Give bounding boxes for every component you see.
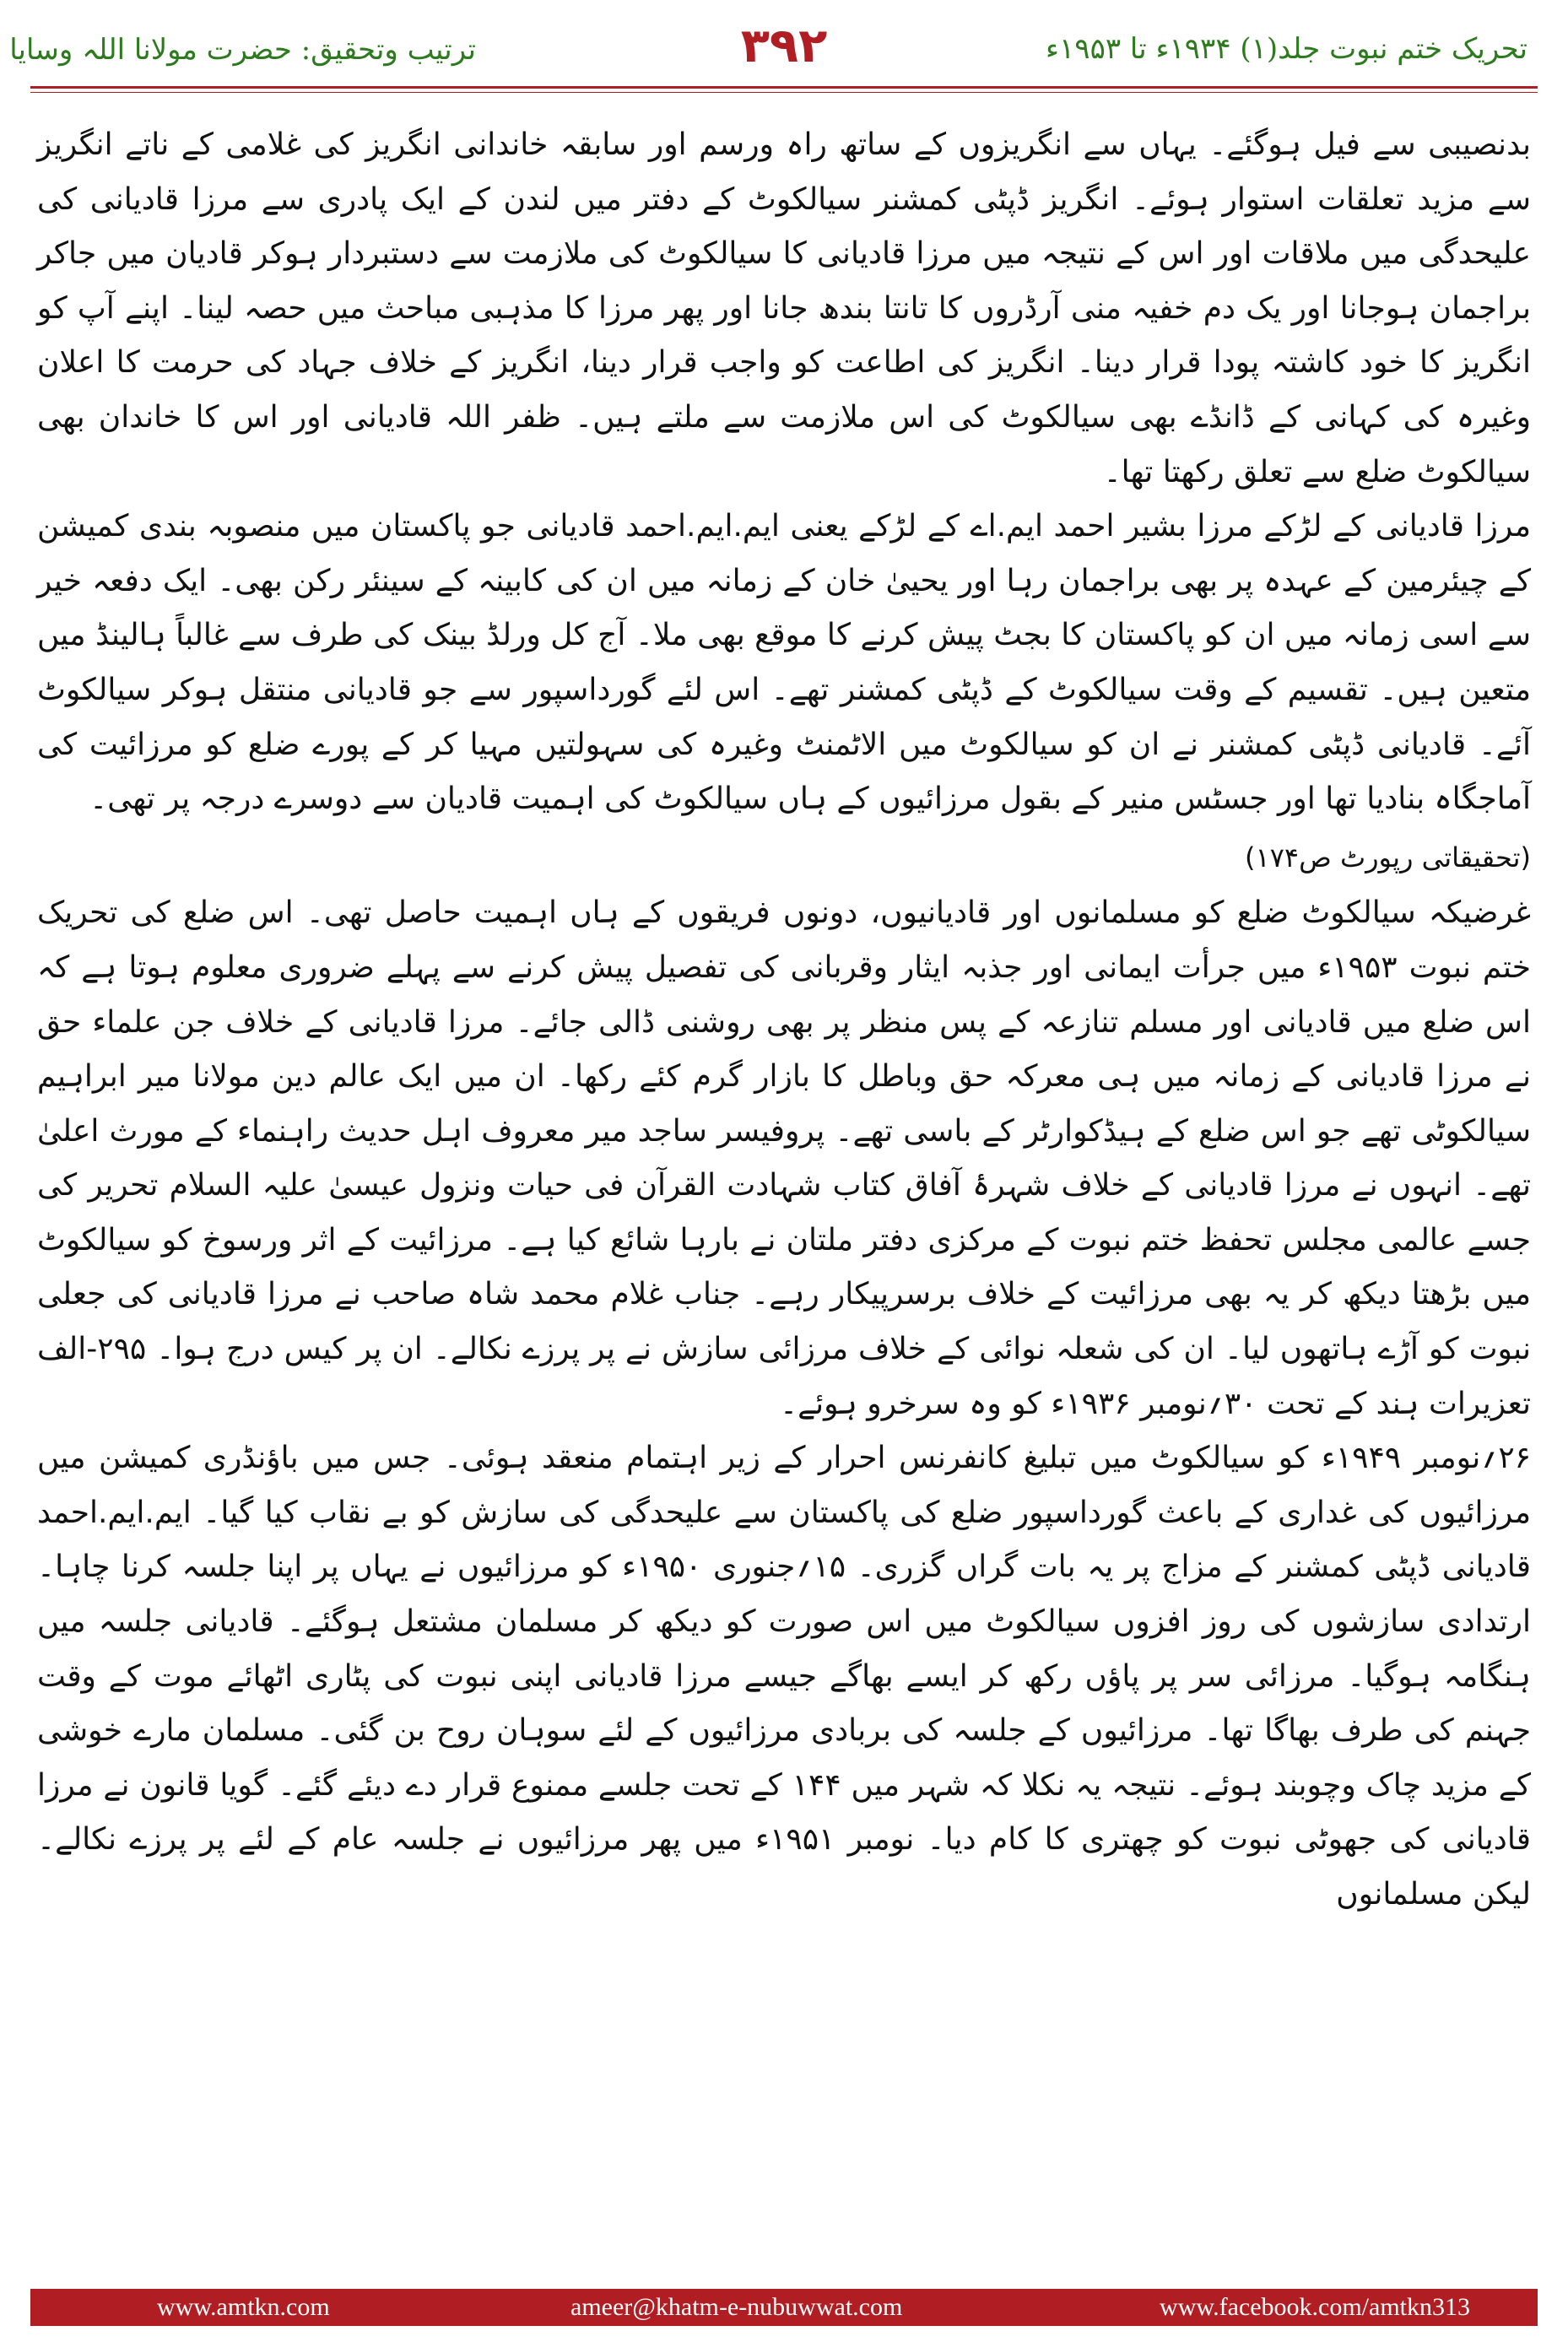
page-footer [30,2289,1538,2326]
email-link[interactable]: ameer@khatm-e-nubuwwat.com [570,2293,903,2321]
header-rule-thin [30,92,1538,93]
paragraph-2: مرزا قادیانی کے لڑکے مرزا بشیر احمد ایم.اے کے لڑکے یعنی ایم.ایم.احمد قادیانی جو پاکستان میں منصوبہ بندی کمیشن کے چیئرمین کے عہدہ پر بھی براجمان رہا اور یحییٰ خان کے زمانہ میں ان کی کابینہ کے سینئر رکن بھی۔ ایک دفعہ خیر سے اسی زمانہ میں ان کو پاکستان کا بجٹ پیش کرنے کا موقع بھی ملا۔ آج کل ورلڈ بینک کی طرف سے غالباً ہالینڈ میں متعین ہیں۔ تقسیم کے وقت سیالکوٹ کے ڈپٹی کمشنر تھے۔ اس لئے گورداسپور سے جو قادیانی منتقل ہوکر سیالکوٹ آئے۔ قادیانی ڈپٹی کمشنر نے ان کو سیالکوٹ میں الاٹمنٹ وغیرہ کی سہولتیں مہیا کر کے پورے ضلع کو مرزائیت کی آماجگاہ بنادیا تھا اور جسٹس منیر کے بقول مرزائیوں کے ہاں سیالکوٹ کی اہمیت قادیان سے دوسرے درجہ پر تھی۔ [37,509,1532,817]
facebook-link[interactable]: www.facebook.com/amtkn313 [1160,2293,1470,2321]
page-body [37,118,1531,1923]
paragraph-3: غرضیکہ سیالکوٹ ضلع کو مسلمانوں اور قادیانیوں، دونوں فریقوں کے ہاں اہمیت حاصل تھی۔ اس ضلع کی تحریک ختم نبوت ۱۹۵۳ء میں جرأت ایمانی اور جذبہ ایثار وقربانی کی تفصیل پیش کرنے سے پہلے ضروری معلوم ہوتا ہے کہ اس ضلع میں قادیانی اور مسلم تنازعہ کے پس منظر پر بھی روشنی ڈالی جائے۔ مرزا قادیانی کے خلاف جن علماء حق نے مرزا قادیانی کے زمانہ میں ہی معرکہ حق وباطل کا بازار گرم کئے رکھا۔ ان میں ایک عالم دین مولانا میر ابراہیم سیالکوٹی تھے جو اس ضلع کے ہیڈکوارٹر کے باسی تھے۔ پروفیسر ساجد میر معروف اہل حدیث راہنماء کے مورث اعلیٰ تھے۔ انہوں نے مرزا قادیانی کے خلاف شہرۂ آفاق کتاب شہادت القرآن فی حیات ونزول عیسیٰ علیہ السلام تحریر کی جسے عالمی مجلس تحفظ ختم نبوت کے مرکزی دفتر ملتان نے بارہا شائع کیا ہے۔ مرزائیت کے اثر ورسوخ کو سیالکوٹ میں بڑھتا دیکھ کر یہ بھی مرزائیت کے خلاف برسرپیکار رہے۔ جناب غلام محمد شاہ صاحب نے مرزا قادیانی کی جعلی نبوت کو آڑے ہاتھوں لیا۔ ان کی شعلہ نوائی کے خلاف مرزائی سازش نے پر پرزے نکالے۔ ان پر کیس درج ہوا۔ ۲۹۵-الف تعزیرات ہند کے تحت ۳۰؍نومبر ۱۹۳۶ء کو وہ سرخرو ہوئے۔ [37,895,1531,1421]
page-number: ۳۹۲ [740,19,828,73]
header-rule [30,86,1538,89]
book-title: تحریک ختم نبوت جلد(۱) ۱۹۳۴ء تا ۱۹۵۳ء [1046,32,1527,66]
compiler-credit: ترتیب وتحقیق: حضرت مولانا اللہ وسایا [9,33,476,67]
paragraph-4: ۲۶؍نومبر ۱۹۴۹ء کو سیالکوٹ میں تبلیغ کانفرنس احرار کے زیر اہتمام منعقد ہوئی۔ جس میں باؤنڈری کمیشن میں مرزائیوں کی غداری کے باعث گورداسپور ضلع کی پاکستان سے علیحدگی کی سازش کو بے نقاب کیا گیا۔ ایم.ایم.احمد قادیانی ڈپٹی کمشنر کے مزاج پر یہ بات گراں گزری۔ ۱۵؍جنوری ۱۹۵۰ء کو مرزائیوں نے یہاں پر اپنا جلسہ کرنا چاہا۔ ارتدادی سازشوں کی روز افزوں سیالکوٹ میں اس صورت کو دیکھ کر مسلمان مشتعل ہوگئے۔ قادیانی جلسہ میں ہنگامہ ہوگیا۔ مرزائی سر پر پاؤں رکھ کر ایسے بھاگے جیسے مرزا قادیانی اپنی نبوت کی پٹاری اٹھائے موت کے وقت جہنم کی طرف بھاگا تھا۔ مرزائیوں کے جلسہ کی بربادی مرزائیوں کے لئے سوہان روح بن گئی۔ مسلمان مارے خوشی کے مزید چاک وچوبند ہوئے۔ نتیجہ یہ نکلا کہ شہر میں ۱۴۴ کے تحت جلسے ممنوع قرار دے دیئے گئے۔ گویا قانون نے مرزا قادیانی کی جھوٹی نبوت کو چھتری کا کام دیا۔ نومبر ۱۹۵۱ء میں پھر مرزائیوں نے جلسہ عام کے لئے پر پرزے نکالے۔ لیکن مسلمانوں [37,1441,1532,1912]
website-link[interactable]: www.amtkn.com [157,2293,330,2321]
paragraph-1: بدنصیبی سے فیل ہوگئے۔ یہاں سے انگریزوں کے ساتھ راہ ورسم اور سابقہ خاندانی انگریز کی غلامی کے ناتے انگریز سے مزید تعلقات استوار ہوئے۔ انگریز ڈپٹی کمشنر سیالکوٹ کے دفتر میں لندن کے ایک پادری سے مرزا قادیانی کی علیحدگی میں ملاقات اور اس کے نتیجہ میں مرزا قادیانی کا سیالکوٹ کی ملازمت سے دستبردار ہوکر قادیان میں جاکر براجمان ہوجانا اور یک دم خفیہ منی آرڈروں کا تانتا بندھ جانا اور پھر مرزا کا مذہبی مباحث میں حصہ لینا۔ اپنے آپ کو انگریز کا خود کاشتہ پودا قرار دینا۔ انگریز کی اطاعت کو واجب قرار دینا، انگریز کے خلاف جہاد کی حرمت کا اعلان وغیرہ کی کہانی کے ڈانڈے بھی سیالکوٹ کی اس ملازمت سے ملتے ہیں۔ ظفر اللہ قادیانی اور اس کا خاندان بھی سیالکوٹ ضلع سے تعلق رکھتا تھا۔ [37,127,1531,489]
page-header [0,0,1568,93]
reference-citation: (تحقیقاتی رپورٹ ص۱۷۴) [1245,841,1531,874]
